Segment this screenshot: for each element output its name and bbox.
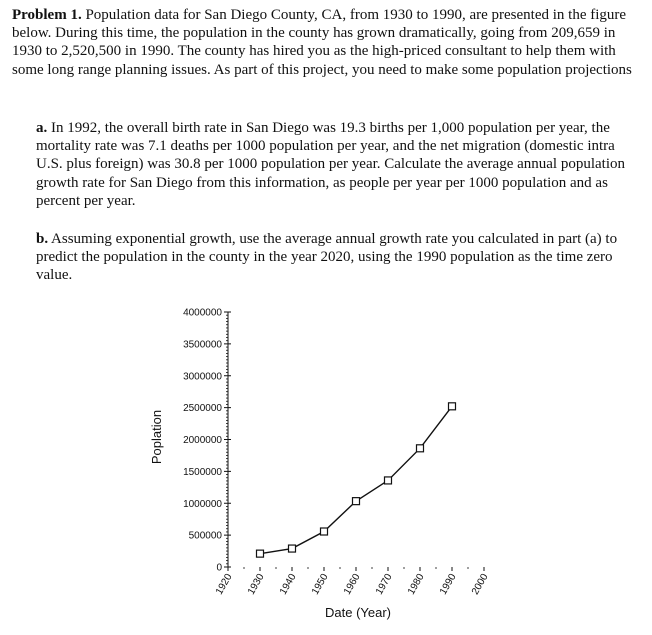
problem-intro-text: Population data for San Diego County, CA, from 1930 to 1990, are presented in the figure below. During this time, the population in the county has grown dramatically, going from 209,659 in 1930 to 2,520,500 in 1990. The county has hired you as the high-priced consultant to help them with some long range planning issues. As part of this project, you need to make some population projections [12,7,632,78]
data-point [321,528,328,535]
y-tick-label: 1000000 [183,498,222,510]
data-point [353,498,360,505]
y-tick-label: 3000000 [183,371,222,383]
y-tick-label: 500000 [188,530,222,542]
x-tick-label: 1930 [245,572,267,597]
problem-heading-period: . [77,7,82,23]
y-tick-label: 2500000 [183,403,222,415]
data-point [449,403,456,410]
data-point [385,477,392,484]
series-line [260,406,452,553]
problem-heading: Problem 1 [12,7,78,23]
part-b-text: Assuming exponential growth, use the average annual growth rate you calculated in part (a) to predict the population in the county in the year 2020, using the 1990 population as the time zero value. [36,231,618,284]
y-tick-label: 3500000 [183,339,222,351]
x-tick-label: 1960 [341,572,363,597]
x-axis-label: Date (Year) [325,605,391,620]
y-tick-label: 1500000 [183,466,222,478]
y-tick-label: 4000000 [183,307,222,319]
x-tick-label: 1950 [309,572,331,597]
data-point [417,445,424,452]
y-tick-label: 0 [216,562,222,574]
data-point [257,550,264,557]
part-b-label: b. [36,231,49,247]
y-axis-label: Poplation [149,409,164,465]
x-tick-label: 1970 [373,572,395,597]
x-axis [214,567,491,597]
x-tick-label: 2000 [469,572,491,597]
x-tick-label: 1990 [437,572,459,597]
data-point [289,545,296,552]
y-axis [183,308,231,574]
y-tick-label: 2000000 [183,435,222,446]
x-tick-label: 1940 [277,572,299,597]
x-tick-label: 1980 [405,572,427,597]
part-a-text: In 1992, the overall birth rate in San Diego was 19.3 births per 1,000 population per year, the mortality rate was 7.1 deaths per 1000 population per year, and the net migration (domestic intra U.S. plus foreign) was 30.8 per 1000 population per year. Calculate the average annual population growth rate for San Diego from this information, as people per year per 1000 population and as percent per year. [36,120,625,209]
x-tick-label: 1920 [213,572,235,597]
series-population [257,403,456,557]
part-a-label: a. [36,120,48,136]
